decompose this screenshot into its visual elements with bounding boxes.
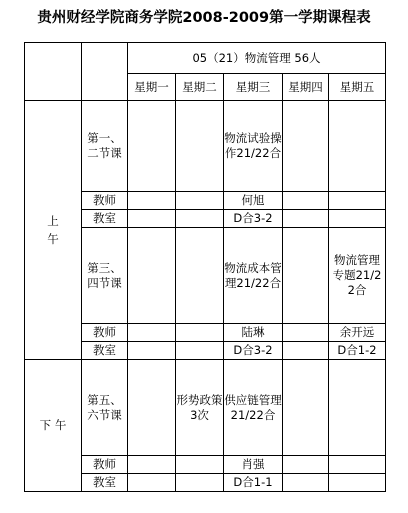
course-cell (128, 360, 176, 456)
teacher-cell (176, 456, 224, 474)
class-header: 05（21）物流管理 56人 (128, 43, 386, 74)
teacher-cell: 何旭 (224, 192, 283, 210)
room-cell (283, 210, 329, 228)
day-header-thu: 星期四 (283, 74, 329, 101)
teacher-cell (128, 456, 176, 474)
room-cell (176, 210, 224, 228)
room-cell (176, 474, 224, 492)
course-cell (283, 228, 329, 324)
room-cell: D合3-2 (224, 210, 283, 228)
course-cell (283, 101, 329, 192)
course-cell (329, 101, 386, 192)
day-header-tue: 星期二 (176, 74, 224, 101)
teacher-label: 教师 (82, 192, 128, 210)
teacher-cell: 陆琳 (224, 324, 283, 342)
course-cell (283, 360, 329, 456)
course-cell (176, 101, 224, 192)
room-cell (329, 474, 386, 492)
half-pm (25, 360, 82, 492)
course-cell (329, 360, 386, 456)
half-pm-label: 下 午 (39, 418, 67, 432)
day-header-wed: 星期三 (224, 74, 283, 101)
half-am (25, 101, 82, 360)
period-label: 第一、二节课 (82, 101, 128, 192)
period-label: 第五、六节课 (82, 360, 128, 456)
room-cell (176, 342, 224, 360)
day-header-fri: 星期五 (329, 74, 386, 101)
class-header-row (25, 43, 386, 74)
room-label: 教室 (82, 210, 128, 228)
teacher-cell (283, 324, 329, 342)
room-cell (128, 210, 176, 228)
corner-cell (25, 43, 82, 101)
teacher-label: 教师 (82, 456, 128, 474)
room-cell (283, 342, 329, 360)
room-cell (283, 474, 329, 492)
teacher-cell (329, 192, 386, 210)
room-label: 教室 (82, 342, 128, 360)
course-cell: 供应链管理21/22合 (224, 360, 283, 456)
room-cell: D合1-2 (329, 342, 386, 360)
teacher-cell: 肖强 (224, 456, 283, 474)
day-header-mon: 星期一 (128, 74, 176, 101)
teacher-label: 教师 (82, 324, 128, 342)
course-cell: 形势政策 3次 (176, 360, 224, 456)
course-cell: 物流试验操作21/22合 (224, 101, 283, 192)
period-label: 第三、四节课 (82, 228, 128, 324)
course-cell: 物流成本管理21/22合 (224, 228, 283, 324)
teacher-cell: 余开远 (329, 324, 386, 342)
page-title: 贵州财经学院商务学院2008-2009第一学期课程表 (37, 10, 371, 26)
block-3-course-row (25, 360, 386, 456)
teacher-cell (283, 456, 329, 474)
teacher-cell (329, 456, 386, 474)
teacher-cell (128, 324, 176, 342)
room-cell (128, 474, 176, 492)
schedule-table (24, 42, 386, 492)
room-cell: D合3-2 (224, 342, 283, 360)
teacher-cell (176, 324, 224, 342)
room-cell: D合1-1 (224, 474, 283, 492)
block-1-course-row (25, 101, 386, 192)
room-label: 教室 (82, 474, 128, 492)
teacher-cell (128, 192, 176, 210)
teacher-cell (283, 192, 329, 210)
course-cell (128, 101, 176, 192)
course-cell: 物流管理专题21/22合 (329, 228, 386, 324)
half-am-label: 上午 (47, 214, 59, 246)
room-cell (128, 342, 176, 360)
teacher-cell (176, 192, 224, 210)
room-cell (329, 210, 386, 228)
course-cell (128, 228, 176, 324)
course-cell (176, 228, 224, 324)
corner-cell-2 (82, 43, 128, 101)
